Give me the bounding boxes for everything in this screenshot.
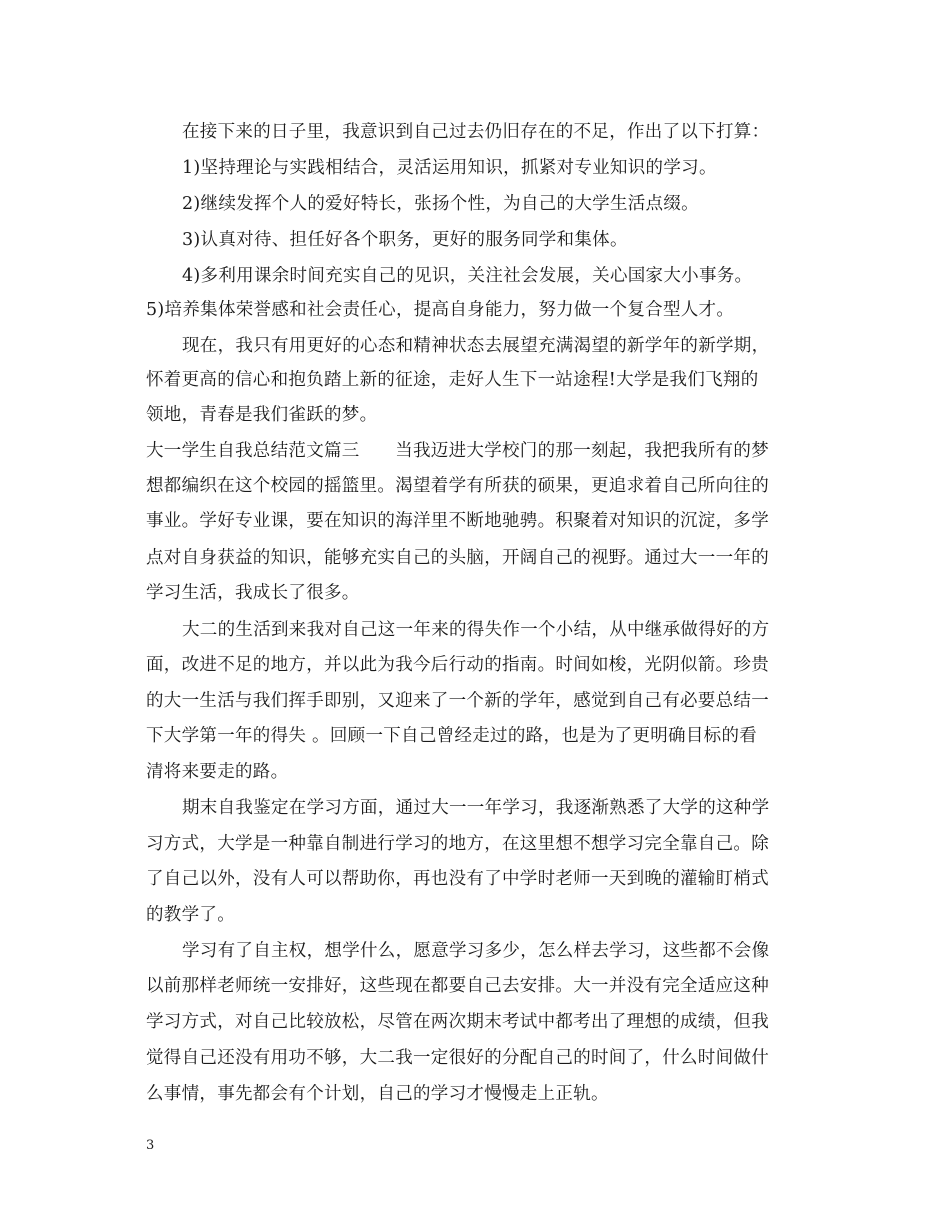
text-line: 清将来要走的路。: [146, 762, 289, 782]
text-line: 事业。学好专业课，要在知识的海洋里不断地驰骋。积聚着对知识的沉淀，多学: [146, 511, 769, 531]
text-line: 么事情，事先都会有个计划，自己的学习才慢慢走上正轨。: [146, 1084, 609, 1104]
text-line: 学习生活，我成长了很多。: [146, 583, 360, 603]
text-line: 现在，我只有用更好的心态和精神状态去展望充满渴望的新学年的新学期，: [182, 336, 770, 356]
text-line: 怀着更高的信心和抱负踏上新的征途，走好人生下一站途程!大学是我们飞翔的: [146, 370, 759, 390]
section-heading-line: 大一学生自我总结范文篇三 当我迈进大学校门的那一刻起，我把我所有的梦: [146, 441, 769, 461]
text-line: 在接下来的日子里，我意识到自己过去仍旧存在的不足，作出了以下打算：: [182, 122, 770, 142]
text-line: 点对自身获益的知识，能够充实自己的头脑，开阔自己的视野。通过大一一年的: [146, 548, 769, 568]
text-line: 3)认真对待、担任好各个职务，更好的服务同学和集体。: [182, 230, 628, 250]
text-line: 5)培养集体荣誉感和社会责任心，提高自身能力，努力做一个复合型人才。: [146, 300, 735, 320]
text-line: 学习方式，对自己比较放松，尽管在两次期末考试中都考出了理想的成绩，但我: [146, 1012, 769, 1032]
text-line: 领地，青春是我们雀跃的梦。: [146, 405, 378, 425]
text-line: 觉得自己还没有用功不够，大二我一定很好的分配自己的时间了，什么时间做什: [146, 1048, 769, 1068]
text-line: 的大一生活与我们挥手即别，又迎来了一个新的学年，感觉到自己有必要总结一: [146, 691, 769, 711]
text-line: 以前那样老师统一安排好，这些现在都要自己去安排。大一并没有完全适应这种: [146, 976, 769, 996]
text-line: 习方式，大学是一种靠自制进行学习的地方，在这里想不想学习完全靠自己。除: [146, 834, 769, 854]
text-line: 面，改进不足的地方，并以此为我今后行动的指南。时间如梭，光阴似箭。珍贵: [146, 655, 769, 675]
text-line: 下大学第一年的得失 。回顾一下自己曾经走过的路，也是为了更明确目标的看: [146, 726, 758, 746]
page-number: 3: [146, 1138, 155, 1153]
text-line: 想都编织在这个校园的摇篮里。渴望着学有所获的硕果，更追求着自己所向往的: [146, 476, 769, 496]
text-line: 了自己以外，没有人可以帮助你，再也没有了中学时老师一天到晚的灌输盯梢式: [146, 869, 769, 889]
text-line: 2)继续发挥个人的爱好特长，张扬个性，为自己的大学生活点缀。: [182, 194, 699, 214]
text-line: 期末自我鉴定在学习方面，通过大一一年学习，我逐渐熟悉了大学的这种学: [182, 798, 770, 818]
text-line: 学习有了自主权，想学什么，愿意学习多少，怎么样去学习，这些都不会像: [182, 941, 770, 961]
text-line: 大二的生活到来我对自己这一年来的得失作一个小结，从中继承做得好的方: [182, 620, 770, 640]
text-line: 4)多利用课余时间充实自己的见识，关注社会发展，关心国家大小事务。: [182, 266, 753, 286]
text-line: 的教学了。: [146, 905, 235, 925]
text-line: 1)坚持理论与实践相结合，灵活运用知识，抓紧对专业知识的学习。: [182, 158, 717, 178]
